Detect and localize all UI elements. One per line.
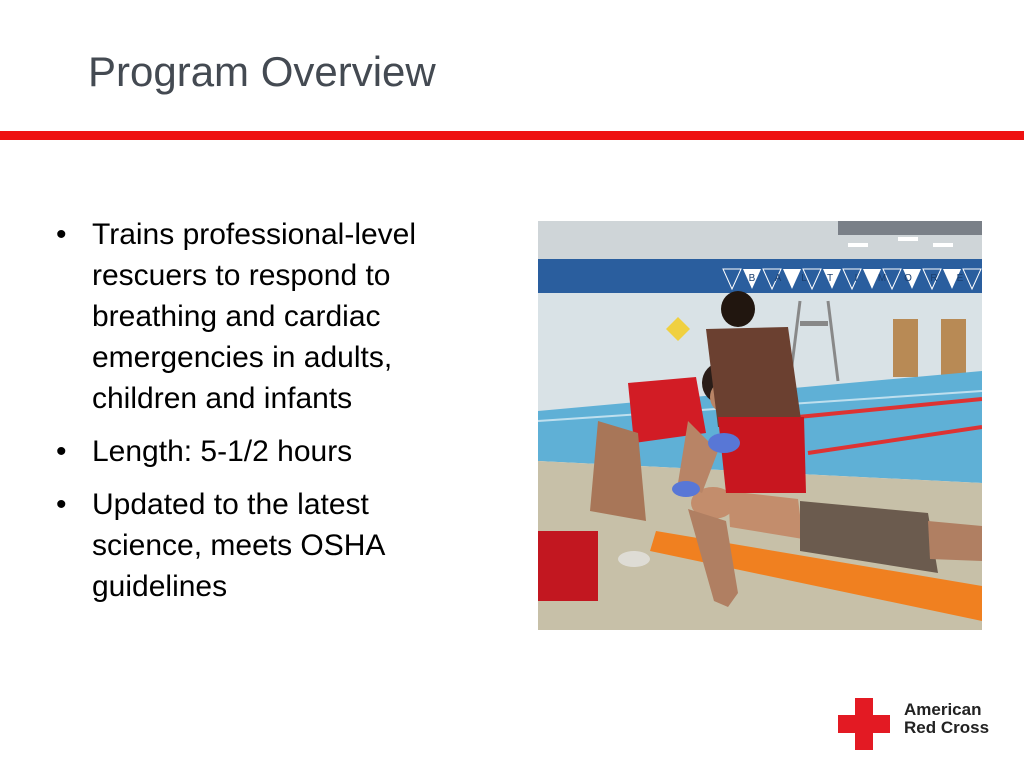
banner-letter: I [854, 273, 858, 284]
banner-letter: E [956, 273, 964, 284]
bullet-list [54, 214, 484, 619]
banner-letter: B [748, 273, 756, 284]
logo-line-1: American [904, 700, 982, 719]
banner-letter: O [904, 273, 912, 284]
cpr-training-photo [538, 221, 982, 630]
title-divider [0, 131, 1024, 140]
banner-letter: R [930, 273, 938, 284]
american-red-cross-logo [838, 698, 998, 750]
banner-letter: A [774, 273, 782, 284]
bullet-item: • Updated to the latest science, meets OSHA guidelines [54, 484, 484, 607]
bullet-item: • Trains professional-level rescuers to respond to breathing and cardiac emergencies in adults, children and infants [54, 214, 484, 419]
red-cross-icon [838, 698, 890, 750]
banner-letter: T [826, 273, 834, 284]
banner-letter: M [877, 273, 887, 284]
logo-line-2: Red Cross [904, 718, 990, 737]
bullet-item: • Length: 5-1/2 hours [54, 431, 484, 472]
banner-letter: L [801, 273, 807, 284]
slide-title: Program Overview [88, 48, 436, 95]
